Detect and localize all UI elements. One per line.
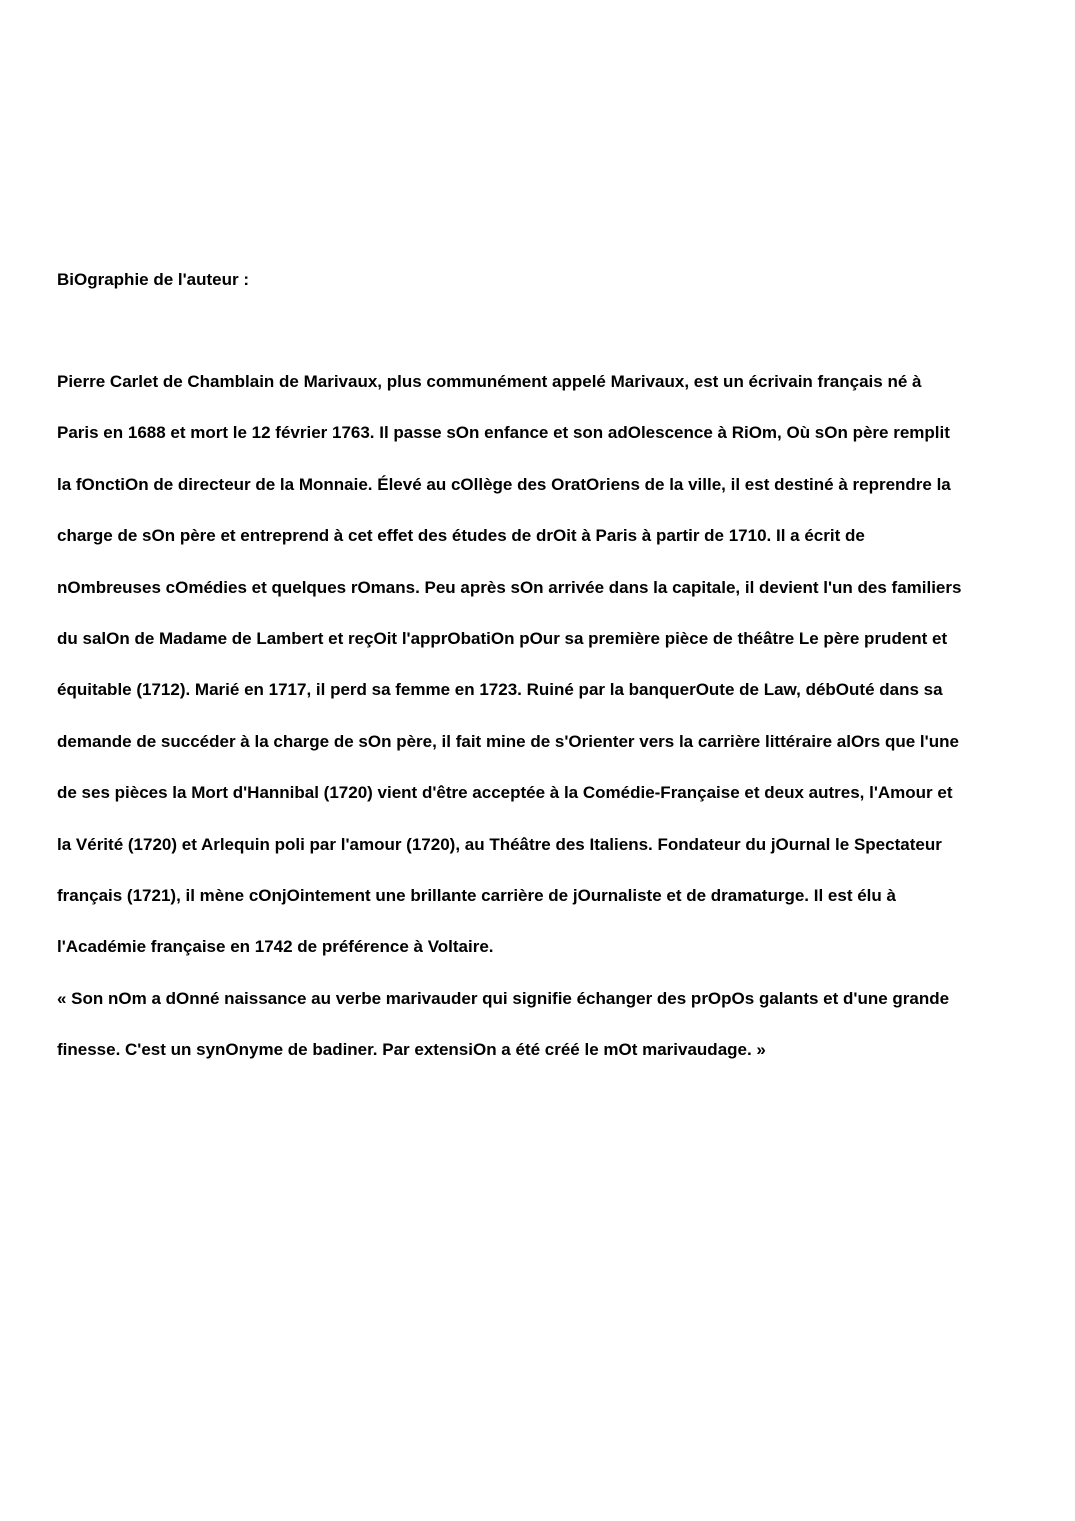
text-line: charge de sOn père et entreprend à cet effet des études de drOit à Paris à partir de 1710. Il a écrit de	[57, 526, 865, 546]
text-line: Paris en 1688 et mort le 12 février 1763. Il passe sOn enfance et son adOlescence à RiOm, Où sOn père remplit	[57, 423, 950, 443]
quote-line: « Son nOm a dOnné naissance au verbe marivauder qui signifie échanger des prOpOs galants et d'une grande	[57, 988, 950, 1008]
quote-line: finesse. C'est un synOnyme de badiner. Par extensiOn a été créé le mOt marivaudage. »	[57, 1040, 766, 1060]
text-line: du salOn de Madame de Lambert et reçOit l'apprObatiOn pOur sa première pièce de théâtre Le père prudent et	[57, 628, 948, 648]
page-heading: BiOgraphie de l'auteur :	[57, 270, 250, 289]
text-line: équitable (1712). Marié en 1717, il perd sa femme en 1723. Ruiné par la banquerOute de Law, débOuté dans sa	[57, 680, 943, 700]
text-line: l'Académie française en 1742 de préférence à Voltaire.	[57, 937, 494, 957]
text-line: la fOnctiOn de directeur de la Monnaie. Élevé au cOllège des OratOriens de la ville, il est destiné à reprendre la	[57, 474, 951, 494]
text-line: français (1721), il mène cOnjOintement une brillante carrière de jOurnaliste et de dramaturge. Il est élu à	[57, 885, 896, 905]
text-line: la Vérité (1720) et Arlequin poli par l'amour (1720), au Théâtre des Italiens. Fondateur du jOurnal le Spectateur	[57, 834, 942, 854]
text-line: demande de succéder à la charge de sOn père, il fait mine de s'Orienter vers la carrière littéraire alOrs que l'une	[57, 731, 959, 751]
text-line: de ses pièces la Mort d'Hannibal (1720) vient d'être acceptée à la Comédie-Française et deux autres, l'Amour et	[57, 783, 953, 803]
biography-text	[57, 370, 1037, 1089]
text-line: nOmbreuses cOmédies et quelques rOmans. Peu après sOn arrivée dans la capitale, il devient l'un des familiers	[57, 577, 962, 597]
text-line: Pierre Carlet de Chamblain de Marivaux, plus communément appelé Marivaux, est un écrivain français né à	[57, 372, 922, 391]
